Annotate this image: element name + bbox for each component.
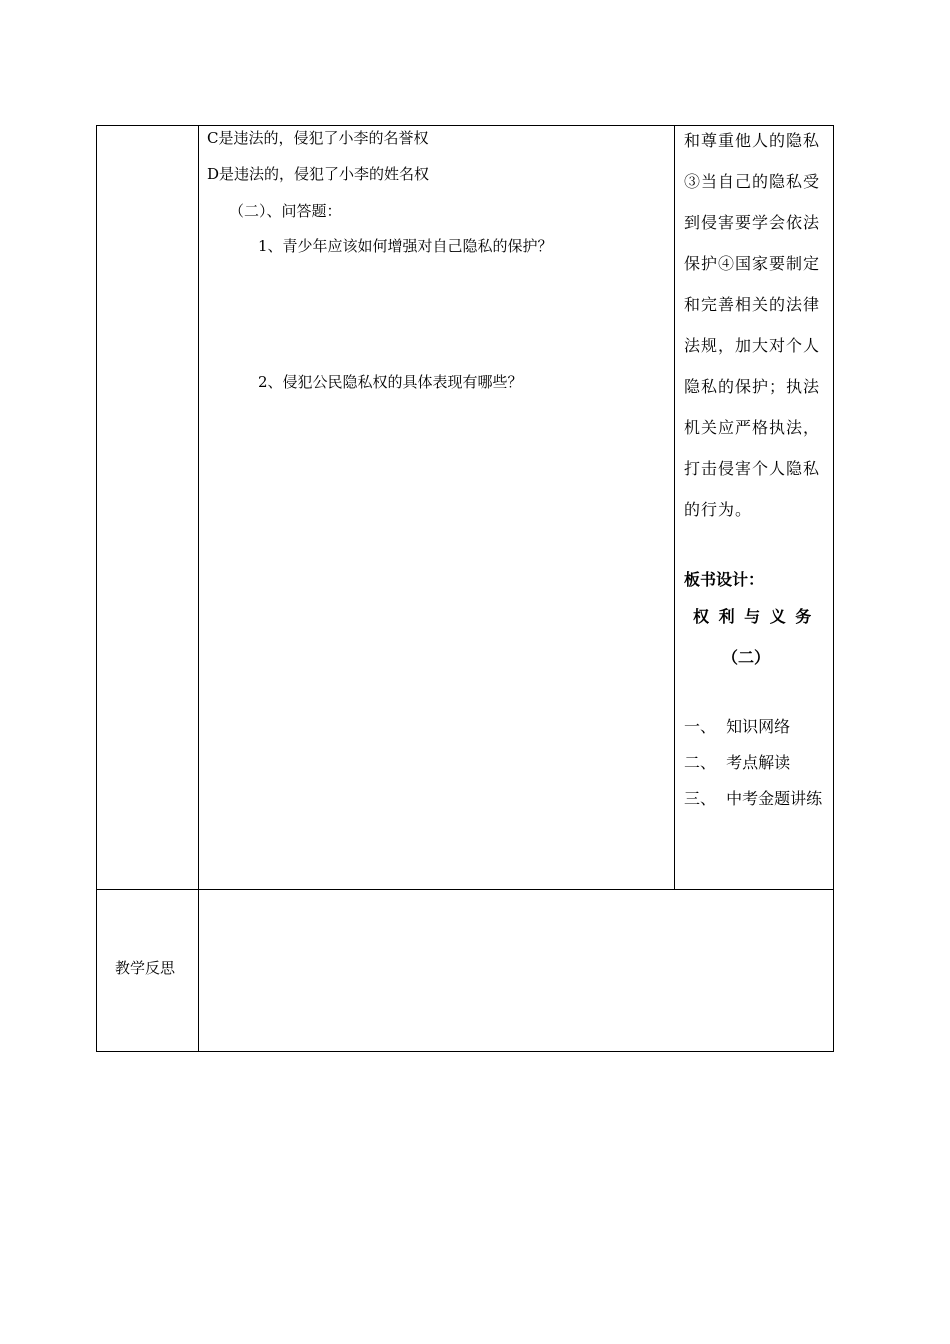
row-divider xyxy=(96,889,834,890)
side-note-line: 保护④国家要制定 xyxy=(684,254,821,273)
side-note-line: 机关应严格执法， xyxy=(684,418,821,437)
board-design-title: 板书设计： xyxy=(684,570,765,589)
outline-item: 三、 中考金题讲练 xyxy=(684,789,823,808)
board-design-subtitle-2: （二） xyxy=(722,648,771,667)
question-2: 2、侵犯公民隐私权的具体表现有哪些？ xyxy=(258,373,523,391)
answer-option-d: D是违法的，侵犯了小李的姓名权 xyxy=(207,165,430,183)
side-note-line: 到侵害要学会依法 xyxy=(684,213,821,232)
question-1: 1、青少年应该如何增强对自己隐私的保护？ xyxy=(258,237,553,255)
side-note-line: ③当自己的隐私受 xyxy=(684,172,821,191)
side-note-line: 法规，加大对个人 xyxy=(684,336,821,355)
side-note-line: 和尊重他人的隐私 xyxy=(684,131,821,150)
column-divider-left xyxy=(198,125,199,1052)
outline-item: 一、 知识网络 xyxy=(684,717,791,736)
outline-item: 二、 考点解读 xyxy=(684,753,791,772)
side-note-line: 隐私的保护；执法 xyxy=(684,377,821,396)
board-design-subtitle: 权 利 与 义 务 xyxy=(693,607,814,626)
column-divider-right xyxy=(674,125,675,890)
side-note-line: 打击侵害个人隐私 xyxy=(684,459,821,478)
side-note-line: 和完善相关的法律 xyxy=(684,295,821,314)
section-title-qa: （二）、问答题： xyxy=(229,202,342,220)
teaching-reflection-label: 教学反思 xyxy=(115,959,176,977)
answer-option-c: C是违法的，侵犯了小李的名誉权 xyxy=(207,129,429,147)
side-note-line: 的行为。 xyxy=(684,500,753,519)
